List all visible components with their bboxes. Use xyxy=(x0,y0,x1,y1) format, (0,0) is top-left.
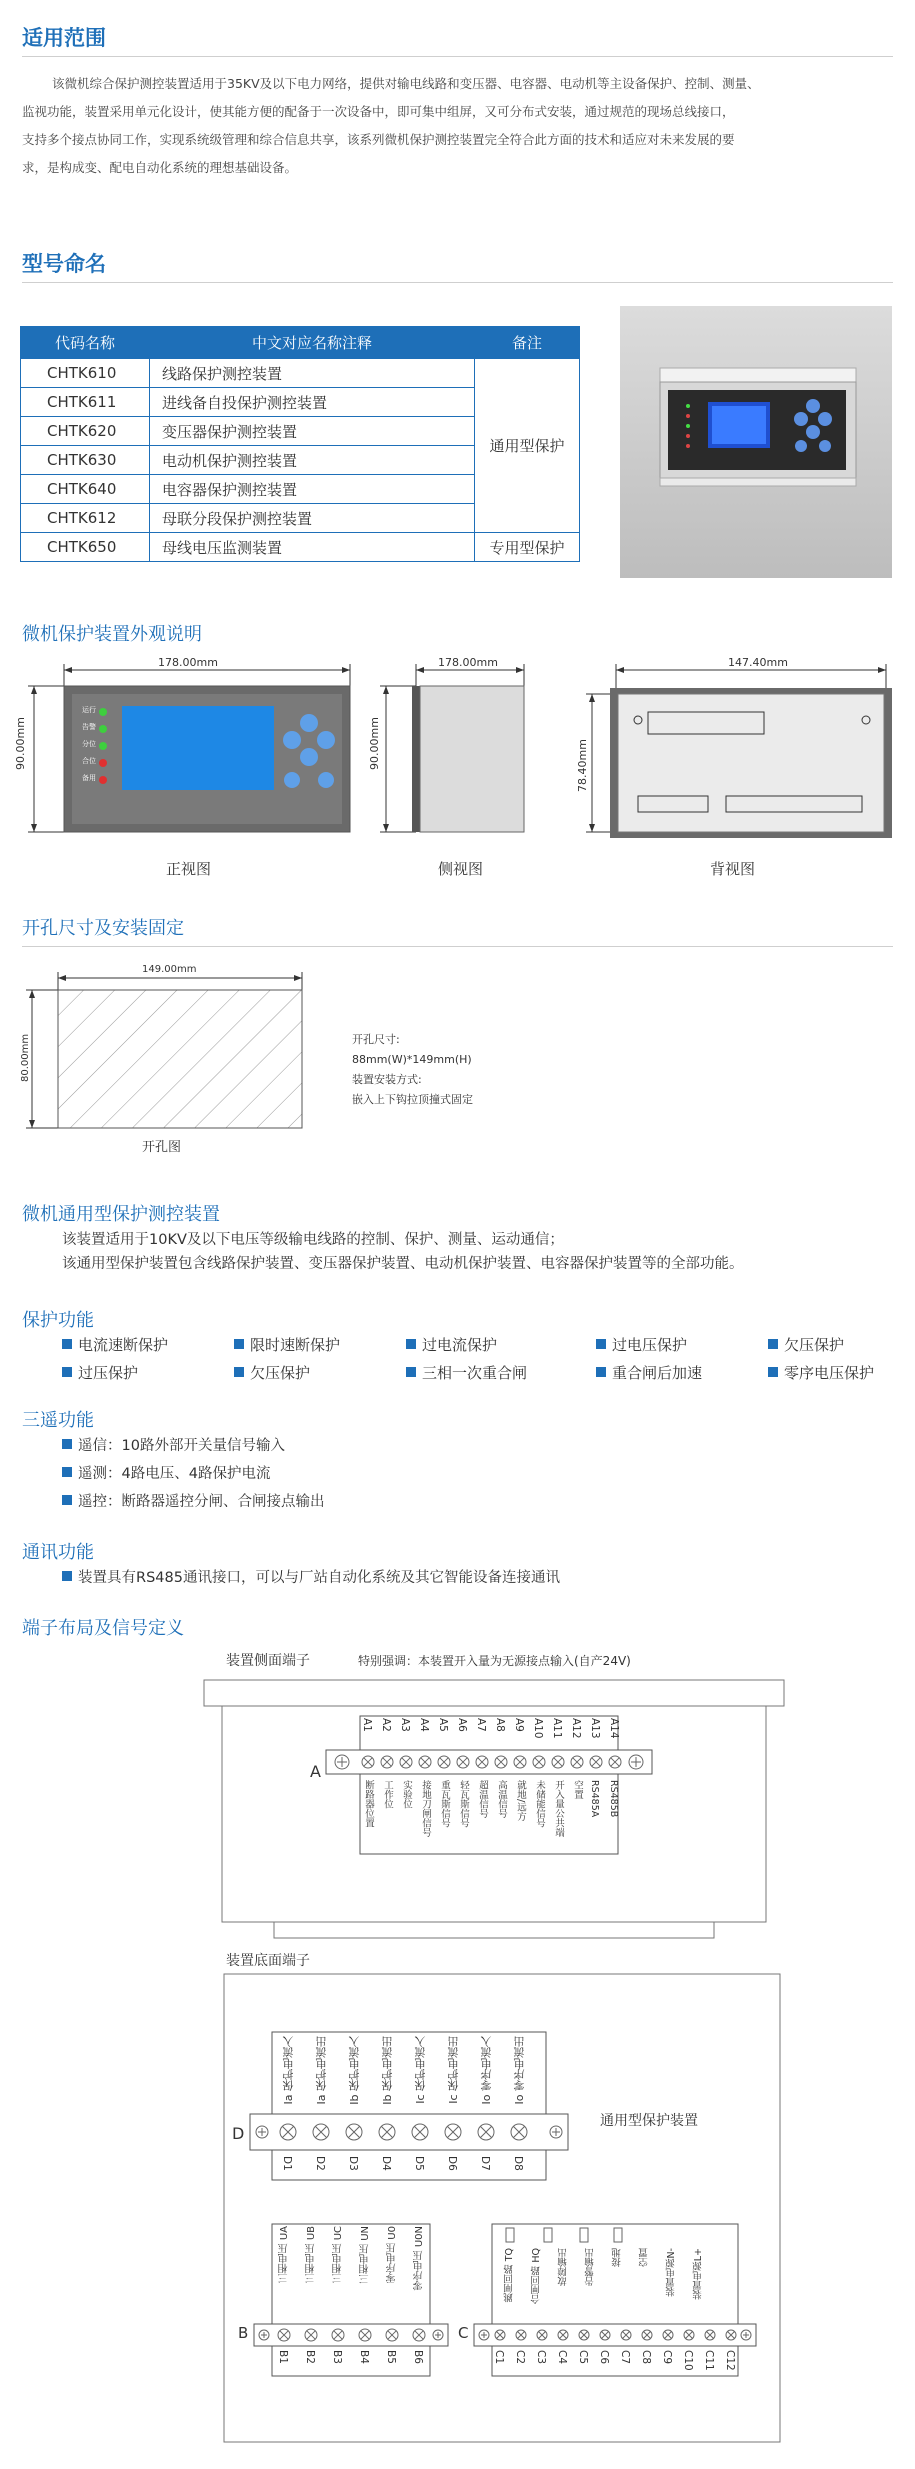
terminal-pin-label: D5 xyxy=(413,2156,425,2171)
terminal-pin-label: B5 xyxy=(385,2350,397,2364)
terminal-signal-label: 轻瓦斯信号 xyxy=(458,1780,469,1828)
terminal-pin-label: D8 xyxy=(512,2156,524,2171)
remote-item: 遥信：10路外部开关量信号输入 xyxy=(62,1434,285,1455)
terminal-pin-label: D7 xyxy=(479,2156,491,2171)
cutout-mount-value: 嵌入上下钩拉顶撞式固定 xyxy=(352,1093,473,1106)
protection-item: 限时速断保护 xyxy=(234,1334,340,1355)
terminal-signal-label: Ic 保护电流入 xyxy=(414,2036,427,2104)
bullet-square-icon xyxy=(62,1339,72,1349)
terminal-signal-label: 跳闸回路 TQ xyxy=(504,2248,515,2303)
terminal-pin-label: C6 xyxy=(598,2350,610,2365)
terminal-title: 端子布局及信号定义 xyxy=(22,1618,184,1639)
appearance-title: 微机保护装置外观说明 xyxy=(22,624,202,645)
divider xyxy=(22,282,893,283)
terminal-pin-label: B3 xyxy=(331,2350,343,2364)
terminal-pin-label: A9 xyxy=(513,1718,525,1732)
general-title: 微机通用型保护测控装置 xyxy=(22,1204,220,1225)
table-row xyxy=(21,359,580,388)
side-caption: 侧视图 xyxy=(438,860,484,878)
model-title: 型号命名 xyxy=(22,252,106,276)
scope-title: 适用范围 xyxy=(22,26,106,50)
bottom-terminal-title: 装置底面端子 xyxy=(226,1953,310,1969)
bullet-square-icon xyxy=(62,1467,72,1477)
terminal-pin-label: B6 xyxy=(412,2350,424,2364)
bullet-square-icon xyxy=(596,1339,606,1349)
cutout-height-label: 80.00mm xyxy=(20,1033,31,1082)
front-view-drawing xyxy=(20,650,360,860)
terminal-signal-label: 未储能信号 xyxy=(534,1780,545,1828)
terminal-pin-label: C12 xyxy=(724,2350,736,2371)
terminal-d-label: D xyxy=(232,2124,245,2143)
header-name: 中文对应名称注释 xyxy=(150,327,475,359)
protection-item: 过电流保护 xyxy=(406,1334,497,1355)
terminal-pin-label: A2 xyxy=(380,1718,392,1732)
terminal-signal-label: 超温信号 xyxy=(477,1780,488,1818)
terminal-pin-label: A3 xyxy=(399,1718,411,1732)
row-name: 电动机保护测控装置 xyxy=(150,446,475,475)
terminal-pin-label: C4 xyxy=(556,2350,568,2365)
led-label: 合位 xyxy=(82,757,96,765)
terminal-signal-label: 装置电源N- xyxy=(666,2248,677,2297)
terminal-signal-label: RS485B xyxy=(608,1780,619,1818)
terminal-signal-label: 三相电压 UA xyxy=(279,2226,290,2284)
back-view-drawing xyxy=(576,650,896,860)
terminal-pin-label: C2 xyxy=(514,2350,526,2365)
terminal-signal-label: Ib 保护电流出 xyxy=(381,2036,394,2105)
note-general: 通用型保护 xyxy=(475,359,580,533)
protection-item: 零序电压保护 xyxy=(768,1362,874,1383)
back-height-label: 78.40mm xyxy=(576,739,589,792)
terminal-signal-label: 工作位 xyxy=(382,1780,393,1809)
table-header xyxy=(21,327,580,359)
terminal-signal-label: 就地/远方 xyxy=(515,1780,526,1822)
terminal-signal-label: 零序电压 U0 xyxy=(387,2226,398,2283)
terminal-signal-label: 断路器位置 xyxy=(363,1780,374,1828)
terminal-pin-label: C7 xyxy=(619,2350,631,2365)
cutout-size-value: 88mm(W)*149mm(H) xyxy=(352,1053,472,1066)
bullet-square-icon xyxy=(62,1439,72,1449)
bullet-square-icon xyxy=(768,1339,778,1349)
side-terminal-note: 特别强调：本装置开入量为无源接点输入(自产24V) xyxy=(358,1654,631,1668)
header-note: 备注 xyxy=(475,327,580,359)
terminal-pin-label: C10 xyxy=(682,2350,694,2371)
device-illustration xyxy=(620,306,892,578)
terminal-pin-label: B4 xyxy=(358,2350,370,2364)
terminal-pin-label: B2 xyxy=(304,2350,316,2364)
terminal-pin-label: A11 xyxy=(551,1718,563,1739)
side-view-drawing xyxy=(368,650,538,860)
protection-item: 欠压保护 xyxy=(768,1334,844,1355)
terminal-signal-label: 实验位 xyxy=(401,1780,412,1809)
general-line-2: 该通用型保护装置包含线路保护装置、变压器保护装置、电动机保护装置、电容器保护装置等的全部功能。 xyxy=(62,1256,744,1272)
protection-item: 电流速断保护 xyxy=(62,1334,168,1355)
row-name: 母联分段保护测控装置 xyxy=(150,504,475,533)
terminal-pin-label: A12 xyxy=(570,1718,582,1739)
cutout-mount-label: 装置安装方式: xyxy=(352,1073,422,1086)
terminal-pin-label: C1 xyxy=(493,2350,505,2365)
cutout-drawing xyxy=(20,960,320,1130)
terminal-signal-label: Ia 保护电流入 xyxy=(282,2036,295,2105)
row-code: CHTK630 xyxy=(21,446,150,475)
terminal-pin-label: C11 xyxy=(703,2350,715,2371)
bullet-square-icon xyxy=(406,1367,416,1377)
cutout-title: 开孔尺寸及安装固定 xyxy=(22,918,184,939)
terminal-signal-label: 重瓦斯信号 xyxy=(439,1780,450,1828)
side-height-label: 90.00mm xyxy=(368,717,381,770)
terminal-pin-label: C9 xyxy=(661,2350,673,2365)
side-terminal-title: 装置侧面端子 xyxy=(226,1653,310,1669)
product-photo xyxy=(620,306,892,578)
bullet-square-icon xyxy=(62,1367,72,1377)
terminal-signal-label: Io 零序电流入 xyxy=(480,2036,493,2105)
comm-item: 装置具有RS485通讯接口，可以与厂站自动化系统及其它智能设备连接通讯 xyxy=(62,1566,560,1587)
terminal-signal-label: 空置 xyxy=(639,2248,650,2267)
row-code: CHTK620 xyxy=(21,417,150,446)
terminal-signal-label: Ia 保护电流出 xyxy=(315,2036,328,2105)
back-width-label: 147.40mm xyxy=(728,656,788,669)
terminal-pin-label: B1 xyxy=(277,2350,289,2364)
scope-line-2: 监视功能，装置采用单元化设计，使其能方便的配备于一次设备中，即可集中组屏，又可分布式安装，通过规范的现场总线接口， xyxy=(22,104,735,119)
led-label: 运行 xyxy=(82,706,96,714)
terminal-signal-label: 高温信号 xyxy=(496,1780,507,1818)
terminal-pin-label: A10 xyxy=(532,1718,544,1739)
comm-title: 通讯功能 xyxy=(22,1542,94,1563)
bullet-square-icon xyxy=(62,1571,72,1581)
row-name: 线路保护测控装置 xyxy=(150,359,475,388)
terminal-signal-label: 零序电压 U0N xyxy=(414,2226,425,2291)
bullet-square-icon xyxy=(234,1367,244,1377)
scope-line-1: 该微机综合保护测控装置适用于35KV及以下电力网络，提供对输电线路和变压器、电容器、电动机等主设备保护、控制、测量、 xyxy=(52,76,760,91)
bullet-square-icon xyxy=(234,1339,244,1349)
terminal-signal-label: 合闸回路 HQ xyxy=(531,2248,542,2304)
led-label: 备用 xyxy=(82,774,96,782)
terminal-a-label: A xyxy=(310,1762,321,1781)
terminal-signal-label: Ib 保护电流入 xyxy=(348,2036,361,2105)
model-table xyxy=(20,326,580,562)
terminal-pin-label: C8 xyxy=(640,2350,652,2365)
bullet-square-icon xyxy=(596,1367,606,1377)
row-code: CHTK650 xyxy=(21,533,150,562)
led-label: 告警 xyxy=(82,723,96,731)
row-code: CHTK612 xyxy=(21,504,150,533)
cutout-size-label: 开孔尺寸: xyxy=(352,1033,400,1046)
scope-line-4: 求，是构成变、配电自动化系统的理想基础设备。 xyxy=(22,160,298,175)
back-caption: 背视图 xyxy=(710,860,756,878)
row-name: 进线备自投保护测控装置 xyxy=(150,388,475,417)
cutout-width-label: 149.00mm xyxy=(142,964,197,975)
terminal-c-label: C xyxy=(458,2324,469,2342)
terminal-signal-label: 接地刀闸信号 xyxy=(420,1780,431,1837)
terminal-pin-label: D2 xyxy=(314,2156,326,2171)
remote-title: 三遥功能 xyxy=(22,1410,94,1431)
protection-item: 过电压保护 xyxy=(596,1334,687,1355)
terminal-signal-label: 空置 xyxy=(572,1780,583,1799)
row-code: CHTK640 xyxy=(21,475,150,504)
terminal-pin-label: C3 xyxy=(535,2350,547,2365)
row-name: 变压器保护测控装置 xyxy=(150,417,475,446)
scope-paragraph xyxy=(22,70,902,182)
note-special: 专用型保护 xyxy=(475,533,580,562)
terminal-signal-label: Ic 保护电流出 xyxy=(447,2036,460,2104)
terminal-signal-label: 接地 xyxy=(612,2248,623,2267)
terminal-pin-label: A5 xyxy=(437,1718,449,1732)
terminal-signal-label: 三相电压 UC xyxy=(333,2226,344,2284)
protection-item: 欠压保护 xyxy=(234,1362,310,1383)
bullet-square-icon xyxy=(406,1339,416,1349)
bullet-square-icon xyxy=(768,1367,778,1377)
bullet-square-icon xyxy=(62,1495,72,1505)
terminal-pin-label: D4 xyxy=(380,2156,392,2171)
side-width-label: 178.00mm xyxy=(438,656,498,669)
cutout-caption: 开孔图 xyxy=(142,1140,182,1155)
header-code: 代码名称 xyxy=(21,327,150,359)
terminal-signal-label: RS485A xyxy=(589,1780,600,1818)
protection-title: 保护功能 xyxy=(22,1310,94,1331)
terminal-signal-label: 装置电源L+ xyxy=(693,2248,704,2300)
led-label: 分位 xyxy=(82,740,96,748)
terminal-signal-label: 三相电压 UN xyxy=(360,2226,371,2284)
terminal-signal-label: Io 零序电流出 xyxy=(513,2036,526,2105)
divider xyxy=(22,946,893,947)
terminal-b-label: B xyxy=(238,2324,249,2342)
protection-item: 三相一次重合闸 xyxy=(406,1362,527,1383)
remote-item: 遥控：断路器遥控分闸、合闸接点输出 xyxy=(62,1490,325,1511)
terminal-signal-label: 告警输出 xyxy=(585,2248,596,2286)
terminal-pin-label: D3 xyxy=(347,2156,359,2171)
device-label: 通用型保护装置 xyxy=(600,2113,698,2129)
terminal-signal-label: 开入量公共端 xyxy=(553,1780,564,1837)
scope-line-3: 支持多个接点协同工作，实现系统级管理和综合信息共享，该系列微机保护测控装置完全符合此方面的技术和适应对未来发展的要 xyxy=(22,132,735,147)
remote-item: 遥测：4路电压、4路保护电流 xyxy=(62,1462,270,1483)
row-name: 母线电压监测装置 xyxy=(150,533,475,562)
terminal-pin-label: A7 xyxy=(475,1718,487,1732)
divider xyxy=(22,56,893,57)
terminal-signal-label: 故障输出 xyxy=(558,2248,569,2286)
led-labels xyxy=(82,702,96,787)
terminal-pin-label: D6 xyxy=(446,2156,458,2171)
row-code: CHTK610 xyxy=(21,359,150,388)
general-paragraph xyxy=(62,1228,744,1276)
protection-item: 过压保护 xyxy=(62,1362,138,1383)
front-height-label: 90.00mm xyxy=(14,717,27,770)
terminal-pin-label: A8 xyxy=(494,1718,506,1732)
row-code: CHTK611 xyxy=(21,388,150,417)
protection-item: 重合闸后加速 xyxy=(596,1362,702,1383)
front-width-label: 178.00mm xyxy=(158,656,218,669)
terminal-signal-label: 三相电压 UB xyxy=(306,2226,317,2284)
row-name: 电容器保护测控装置 xyxy=(150,475,475,504)
cutout-specs xyxy=(352,1030,473,1110)
terminal-pin-label: A1 xyxy=(361,1718,373,1732)
terminal-pin-label: A4 xyxy=(418,1718,430,1732)
terminal-pin-label: A13 xyxy=(589,1718,601,1739)
table-row xyxy=(21,533,580,562)
terminal-pin-label: A6 xyxy=(456,1718,468,1732)
terminal-pin-label: A14 xyxy=(608,1718,620,1739)
front-caption: 正视图 xyxy=(166,860,212,878)
general-line-1: 该装置适用于10KV及以下电压等级输电线路的控制、保护、测量、运动通信； xyxy=(62,1232,564,1248)
terminal-pin-label: D1 xyxy=(281,2156,293,2171)
terminal-pin-label: C5 xyxy=(577,2350,589,2365)
